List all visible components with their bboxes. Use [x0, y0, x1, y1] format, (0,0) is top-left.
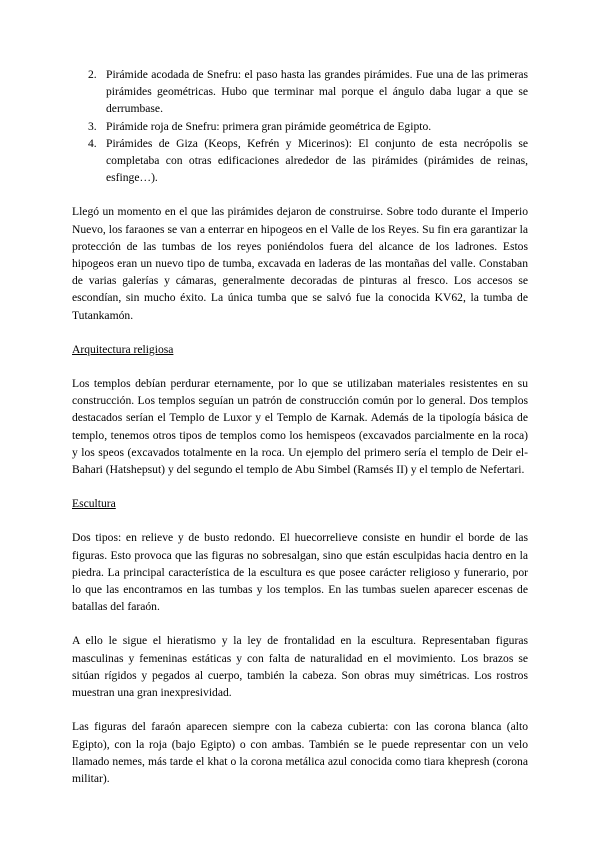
list-number: 3. — [88, 119, 97, 133]
paragraph-escultura-hieratismo: A ello le sigue el hieratismo y la ley de frontalidad en la escultura. Representaban figuras masculinas y femeninas estáticas y con falta de naturalidad en el movimiento. Los brazos se sitúan rígidos y pegados al cuerpo, también la cabeza. Son obras muy simétricas. Los rostros muestran una gran inexpresividad. — [72, 634, 528, 700]
paragraph-hipogeos: Llegó un momento en el que las pirámides dejaron de construirse. Sobre todo durante el Imperio Nuevo, los faraones se van a enterrar en hipogeos en el Valle de los Reyes. Su fin era garantizar la protección de las tumbas de los reyes poniéndolos fuera del alcance de los ladrones. Estos hipogeos eran un nuevo tipo de tumba, excavada en laderas de las montañas del valle. Constaban de varias galerías y cámaras, generalmente decoradas de pinturas al fresco. Los accesos se escondían, sin mucho éxito. La única tumba que se salvó fue la conocida KV62, la tumba de Tutankamón. — [72, 205, 528, 322]
heading-arquitectura-religiosa: Arquitectura religiosa — [72, 342, 174, 356]
list-text: Pirámides de Giza (Keops, Kefrén y Micerinos): El conjunto de esta necrópolis se completaba con otras edificaciones alrededor de las pirámides (pirámides de reinas, esfinge…). — [106, 136, 528, 185]
list-text: Pirámide acodada de Snefru: el paso hasta las grandes pirámides. Fue una de las primeras pirámides geométricas. Hubo que terminar mal porque el ángulo daba lugar a que se derrumbase. — [106, 68, 528, 116]
list-text: Pirámide roja de Snefru: primera gran pirámide geométrica de Egipto. — [106, 119, 432, 133]
list-item — [88, 118, 528, 135]
list-number: 4. — [88, 136, 97, 150]
list-item — [88, 66, 528, 118]
document-page — [72, 66, 528, 787]
paragraph-templos: Los templos debían perdurar eternamente, por lo que se utilizaban materiales resistentes en su construcción. Los templos seguían un patrón de construcción común por lo general. Dos templos destacados serían el Templo de Luxor y el Templo de Karnak. Además de la tipología básica de templo, tenemos otros tipos de templos como los hemispeos (excavados parcialmente en la roca) y los speos (excavados totalmente en la roca. Un ejemplo del primero sería el templo de Deir el-Bahari (Hatshepsut) y del segundo el templo de Abu Simbel (Ramsés II) y el templo de Nefertari. — [72, 377, 528, 477]
paragraph-escultura-tipos: Dos tipos: en relieve y de busto redondo. El huecorrelieve consiste en hundir el borde de las figuras. Esto provoca que las figuras no sobresalgan, sino que están esculpidas hacia dentro en la piedra. La principal característica de la escultura es que posee carácter religioso y funerario, por lo que las encontramos en las tumbas y los templos. En las tumbas suelen aparecer escenas de batallas del faraón. — [72, 531, 528, 614]
list-number: 2. — [88, 68, 97, 81]
heading-escultura: Escultura — [72, 497, 116, 511]
pyramid-list — [72, 66, 528, 186]
paragraph-escultura-farao: Las figuras del faraón aparecen siempre con la cabeza cubierta: con las corona blanca (alto Egipto), con la roja (bajo Egipto) o con ambas. También se le puede representar con un velo llamado nemes, más tarde el khat o la corona metálica azul conocida como tiara khepresh (corona militar). — [72, 720, 528, 785]
list-item — [88, 135, 528, 187]
